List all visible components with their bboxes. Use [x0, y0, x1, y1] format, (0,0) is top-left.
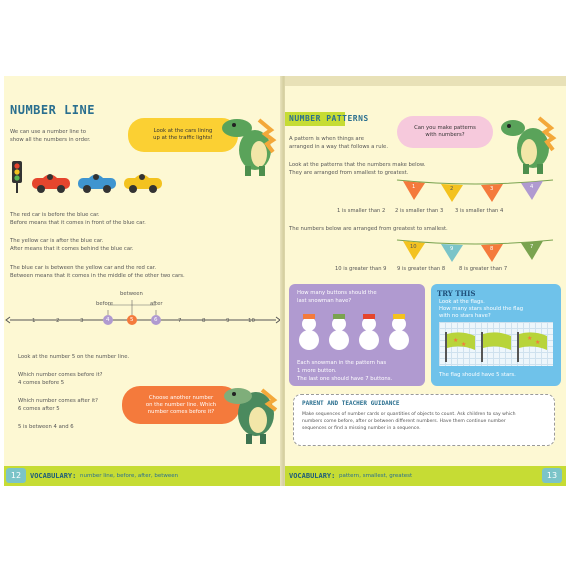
flags-grid — [439, 322, 553, 366]
after-line-1: The yellow car is after the blue car. — [10, 238, 104, 244]
after-line-2: After means that it comes behind the blue car. — [10, 246, 134, 252]
look-line-1: Look at the patterns that the numbers make below. — [289, 162, 426, 168]
intro-line-2: show all the numbers in order. — [10, 137, 91, 143]
snowmen-answer-2: 1 more button. — [297, 368, 337, 374]
before-line-1: The red car is before the blue car. — [10, 212, 100, 218]
tick-10: 10 — [248, 318, 255, 324]
tick-1: 1 — [32, 318, 36, 324]
snowmen-question-1: How many buttons should the — [297, 290, 377, 296]
tick-7: 7 — [178, 318, 182, 324]
row1-label-3: 3 is smaller than 4 — [455, 208, 504, 214]
pattern-intro-2: arranged in a way that follows a rule. — [289, 144, 389, 150]
snowmen-panel — [289, 284, 425, 386]
guidance-text-3: sequences or find a missing number in a sequence. — [302, 426, 421, 431]
guidance-text-1: Make sequences of number cards or quantities of objects to count. Ask children to say which — [302, 412, 516, 417]
svg-text:★: ★ — [535, 339, 541, 346]
snowmen-answer-1: Each snowman in the pattern has — [297, 360, 387, 366]
vocab-label-right: VOCABULARY: — [289, 472, 336, 480]
tick-5: 5 — [130, 317, 134, 323]
page-title-right: NUMBER PATTERNS — [289, 114, 369, 123]
flag-10: 10 — [410, 244, 417, 250]
bubble-right-text-1: Can you make patterns — [414, 125, 476, 131]
bubble-right-text-2: with numbers? — [425, 132, 465, 138]
tick-9: 9 — [226, 318, 230, 324]
flag-9: 9 — [450, 246, 454, 252]
bubble2-text-3: number comes before it? — [147, 408, 215, 415]
between-line-1: The blue car is between the yellow car and the red car. — [10, 265, 157, 271]
snowmen-illustration — [295, 310, 419, 354]
tick-6: 6 — [154, 317, 158, 323]
pattern-intro-1: A pattern is when things are — [289, 136, 364, 142]
speech-bubble-patterns — [397, 116, 493, 148]
page-title: NUMBER LINE — [10, 103, 95, 117]
answer-1: 4 comes before 5 — [18, 380, 65, 386]
bubble-text-1: Look at the cars lining — [153, 128, 213, 134]
desc-text: The numbers below are arranged from greatest to smallest. — [289, 226, 448, 232]
answer-3: 5 is between 4 and 6 — [18, 424, 74, 430]
traffic-light-icon — [10, 161, 24, 193]
answer-2: 6 comes after 5 — [18, 406, 60, 412]
row2-label-2: 9 is greater than 8 — [397, 266, 446, 272]
number-line-axis — [4, 298, 283, 338]
try-text-3: with no stars have? — [439, 313, 491, 319]
flag-4: 4 — [530, 184, 534, 190]
try-this-panel — [431, 284, 561, 386]
guidance-box — [293, 394, 555, 446]
question-1: Which number comes before it? — [18, 372, 103, 378]
dinosaur-mascot-right-icon — [499, 108, 561, 176]
tick-2: 2 — [56, 318, 60, 324]
blue-car-icon — [76, 172, 118, 194]
between-line-2: Between means that it comes in the middle of the other two cars. — [10, 273, 185, 279]
snowmen-question-2: last snowman have? — [297, 298, 352, 304]
tick-3: 3 — [80, 318, 84, 324]
try-text-1: Look at the flags. — [439, 299, 485, 305]
look-line-2: They are arranged from smallest to greatest. — [289, 170, 409, 176]
try-this-title: TRY THIS — [437, 289, 476, 298]
label-between: between — [120, 291, 143, 297]
number-line — [4, 288, 283, 338]
label-after: after — [150, 301, 163, 307]
flag-2: 2 — [450, 186, 454, 192]
snowmen-answer-3: The last one should have 7 buttons. — [297, 376, 393, 382]
red-car-icon — [30, 172, 72, 194]
left-footer — [4, 466, 283, 486]
bubble2-text-2: on the number line. Which — [145, 401, 217, 408]
flags-illustration — [439, 322, 553, 366]
right-footer — [285, 466, 566, 486]
label-before: before — [96, 301, 114, 307]
left-page — [4, 76, 283, 486]
guidance-title: PARENT AND TEACHER GUIDANCE — [302, 400, 400, 407]
bubble2-text-1: Choose another number — [148, 394, 214, 401]
right-page — [285, 76, 566, 486]
try-text-2: How many stars should the flag — [439, 306, 524, 312]
page-number-right: 13 — [542, 468, 562, 483]
tick-4: 4 — [106, 317, 110, 323]
row2-label-1: 10 is greater than 9 — [335, 266, 387, 272]
dinosaur-mascot-icon — [217, 110, 279, 178]
intro-line-1: We can use a number line to — [10, 129, 86, 135]
guidance-text-2: numbers come before, after or between different numbers. Have them continue number — [302, 419, 506, 424]
before-line-2: Before means that it comes in front of the blue car. — [10, 220, 146, 226]
svg-text:★: ★ — [461, 341, 467, 348]
try-answer: The flag should have 5 stars. — [439, 372, 516, 378]
vocab-label-left: VOCABULARY: — [30, 472, 77, 480]
row2-label-3: 8 is greater than 7 — [459, 266, 508, 272]
armadillo-mascot-icon — [222, 376, 282, 446]
vocab-words-right: pattern, smallest, greatest — [339, 473, 413, 479]
svg-text:★: ★ — [453, 337, 459, 344]
row1-label-1: 1 is smaller than 2 — [337, 208, 386, 214]
bubble-text-2: up at the traffic lights! — [153, 135, 213, 141]
svg-text:★: ★ — [527, 335, 533, 342]
flag-1: 1 — [412, 184, 416, 190]
page-number-left: 12 — [6, 468, 26, 483]
flag-3: 3 — [490, 186, 494, 192]
flag-8: 8 — [490, 246, 494, 252]
yellow-car-icon — [122, 172, 164, 194]
row1-label-2: 2 is smaller than 3 — [395, 208, 444, 214]
top-shadow — [285, 76, 566, 86]
question-2: Which number comes after it? — [18, 398, 98, 404]
tick-8: 8 — [202, 318, 206, 324]
question-intro: Look at the number 5 on the number line. — [18, 354, 130, 360]
vocab-words-left: number line, before, after, between — [80, 473, 179, 479]
flag-7: 7 — [530, 244, 534, 250]
